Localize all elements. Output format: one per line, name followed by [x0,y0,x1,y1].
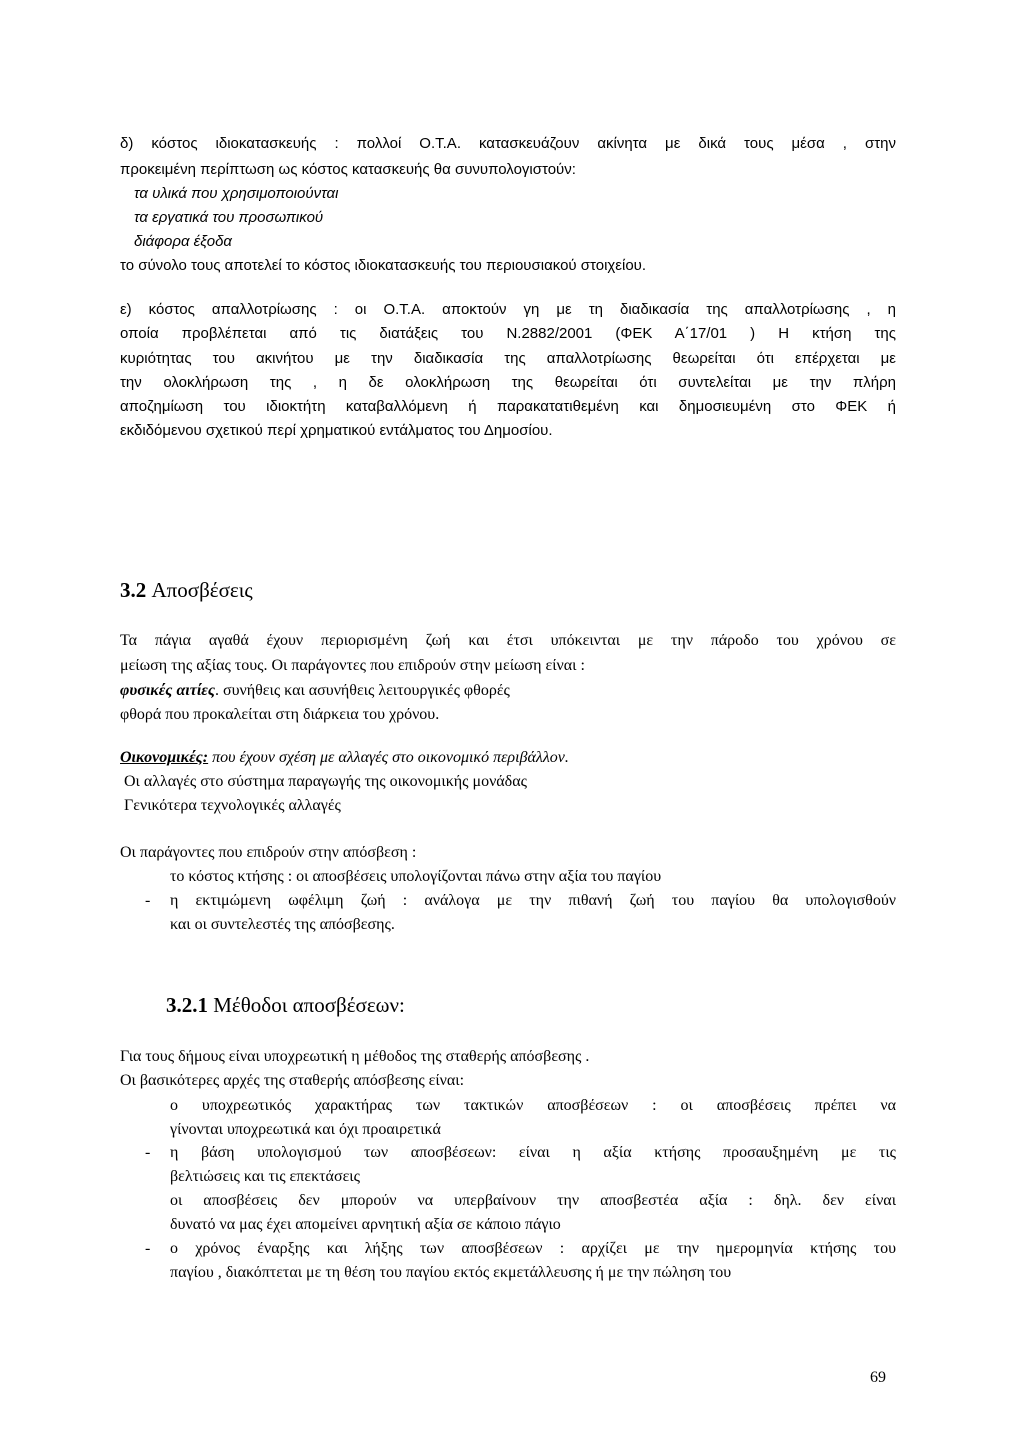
principle-4-line-1: ο χρόνος έναρξης και λήξης των αποσβέσεων : αρχίζει με την ημερομηνία κτήσης του [170,1240,896,1257]
section-number: 3.2 [120,578,147,602]
economic-causes-line-3: Γενικότερα τεχνολογικές αλλαγές [124,797,341,814]
principle-2-line-1: η βάση υπολογισμού των αποσβέσεων: είναι η αξία κτήσης προσαυξημένη με τις [170,1144,896,1161]
dash-bullet: - [145,1144,151,1161]
intro-line-2: μείωση της αξίας τους. Οι παράγοντες που επιδρούν στην μείωση είναι : [120,657,585,674]
dash-bullet: - [145,1240,151,1257]
section-heading-3-2-1 [166,992,405,1018]
dash-bullet: - [145,892,151,909]
economic-causes-label: Οικονομικές: [120,749,209,766]
paragraph-d-line-1: δ) κόστος ιδιοκατασκευής : πολλοί Ο.Τ.Α. κατασκευάζουν ακίνητα με δικά τους μέσα , στην [120,135,896,152]
paragraph-e-line-3: κυριότητας του ακινήτου με την διαδικασία της απαλλοτρίωσης θεωρείται ότι επέρχεται με [120,350,896,367]
paragraph-e-line-4: την ολοκλήρωση της , η δε ολοκλήρωση της θεωρείται ότι συντελείται με την πλήρη [120,374,896,391]
economic-causes-line-2: Οι αλλαγές στο σύστημα παραγωγής της οικονομικής μονάδας [124,773,527,790]
paragraph-e-line-6: εκδιδόμενου σχετικού περί χρηματικού εντάλματος του Δημοσίου. [120,422,553,439]
paragraph-d-item-1: τα υλικά που χρησιμοποιούνται [134,185,339,202]
paragraph-e-line-1: ε) κόστος απαλλοτρίωσης : οι Ο.Τ.Α. αποκτούν γη με τη διαδικασία της απαλλοτρίωσης , η [120,301,896,318]
principle-1-line-1: ο υποχρεωτικός χαρακτήρας των τακτικών αποσβέσεων : οι αποσβέσεις πρέπει να [170,1097,896,1114]
principle-1-line-2: γίνονται υποχρεωτικά και όχι προαιρετικά [170,1121,441,1138]
paragraph-d-line-2: προκειμένη περίπτωση ως κόστος κατασκευής θα συνυπολογιστούν: [120,161,576,178]
paragraph-d-item-2: τα εργατικά του προσωπικού [134,209,324,226]
section-title: Αποσβέσεις [151,578,253,602]
page-number: 69 [870,1369,886,1386]
economic-causes-line [120,748,569,768]
principle-3-line-2: δυνατό να μας έχει απομείνει αρνητική αξία σε κάποιο πάγιο [170,1216,561,1233]
physical-causes-text: . συνήθεις και ασυνήθεις λειτουργικές φθορές [214,682,510,699]
paragraph-e-line-2: οποία προβλέπεται από τις διατάξεις του Ν.2882/2001 (ΦΕΚ Α΄17/01 ) Η κτήση της [120,325,896,342]
section-heading-3-2 [120,577,253,603]
paragraph-d-line-6: το σύνολο τους αποτελεί το κόστος ιδιοκατασκευής του περιουσιακού στοιχείου. [120,257,647,274]
intro-line-1: Τα πάγια αγαθά έχουν περιορισμένη ζωή και έτσι υπόκεινται με την πάροδο του χρόνου σε [120,632,896,649]
physical-causes-line [120,681,510,701]
section-title: Μέθοδοι αποσβέσεων: [213,993,405,1017]
paragraph-e-line-5: αποζημίωση του ιδιοκτήτη καταβαλλόμενη ή παρακατατιθεμένη και δημοσιευμένη στο ΦΕΚ ή [120,398,896,415]
economic-causes-text: που έχουν σχέση με αλλαγές στο οικονομικό περιβάλλον. [208,749,569,766]
paragraph-d-item-3: διάφορα έξοδα [134,233,232,250]
section-number: 3.2.1 [166,993,208,1017]
principle-2-line-2: βελτιώσεις και τις επεκτάσεις [170,1168,360,1185]
factors-intro: Οι παράγοντες που επιδρούν στην απόσβεση : [120,844,417,861]
methods-line-2: Οι βασικότερες αρχές της σταθερής απόσβεσης είναι: [120,1072,465,1089]
physical-causes-label: φυσικές αιτίες [120,682,215,699]
factor-acquisition-cost: το κόστος κτήσης : οι αποσβέσεις υπολογίζονται πάνω στην αξία του παγίου [170,868,662,885]
physical-causes-line-2: φθορά που προκαλείται στη διάρκεια του χρόνου. [120,706,440,723]
principle-3-line-1: οι αποσβέσεις δεν μπορούν να υπερβαίνουν την αποσβεστέα αξία : δηλ. δεν είναι [170,1192,896,1209]
principle-4-line-2: παγίου , διακόπτεται με τη θέση του παγίου εκτός εκμετάλλευσης ή με την πώληση του [170,1264,732,1281]
factor-useful-life-line-1: η εκτιμώμενη ωφέλιμη ζωή : ανάλογα με την πιθανή ζωή του παγίου θα υπολογισθούν [170,892,896,909]
methods-line-1: Για τους δήμους είναι υποχρεωτική η μέθοδος της σταθερής απόσβεσης . [120,1048,590,1065]
factor-useful-life-line-2: και οι συντελεστές της απόσβεσης. [170,916,395,933]
